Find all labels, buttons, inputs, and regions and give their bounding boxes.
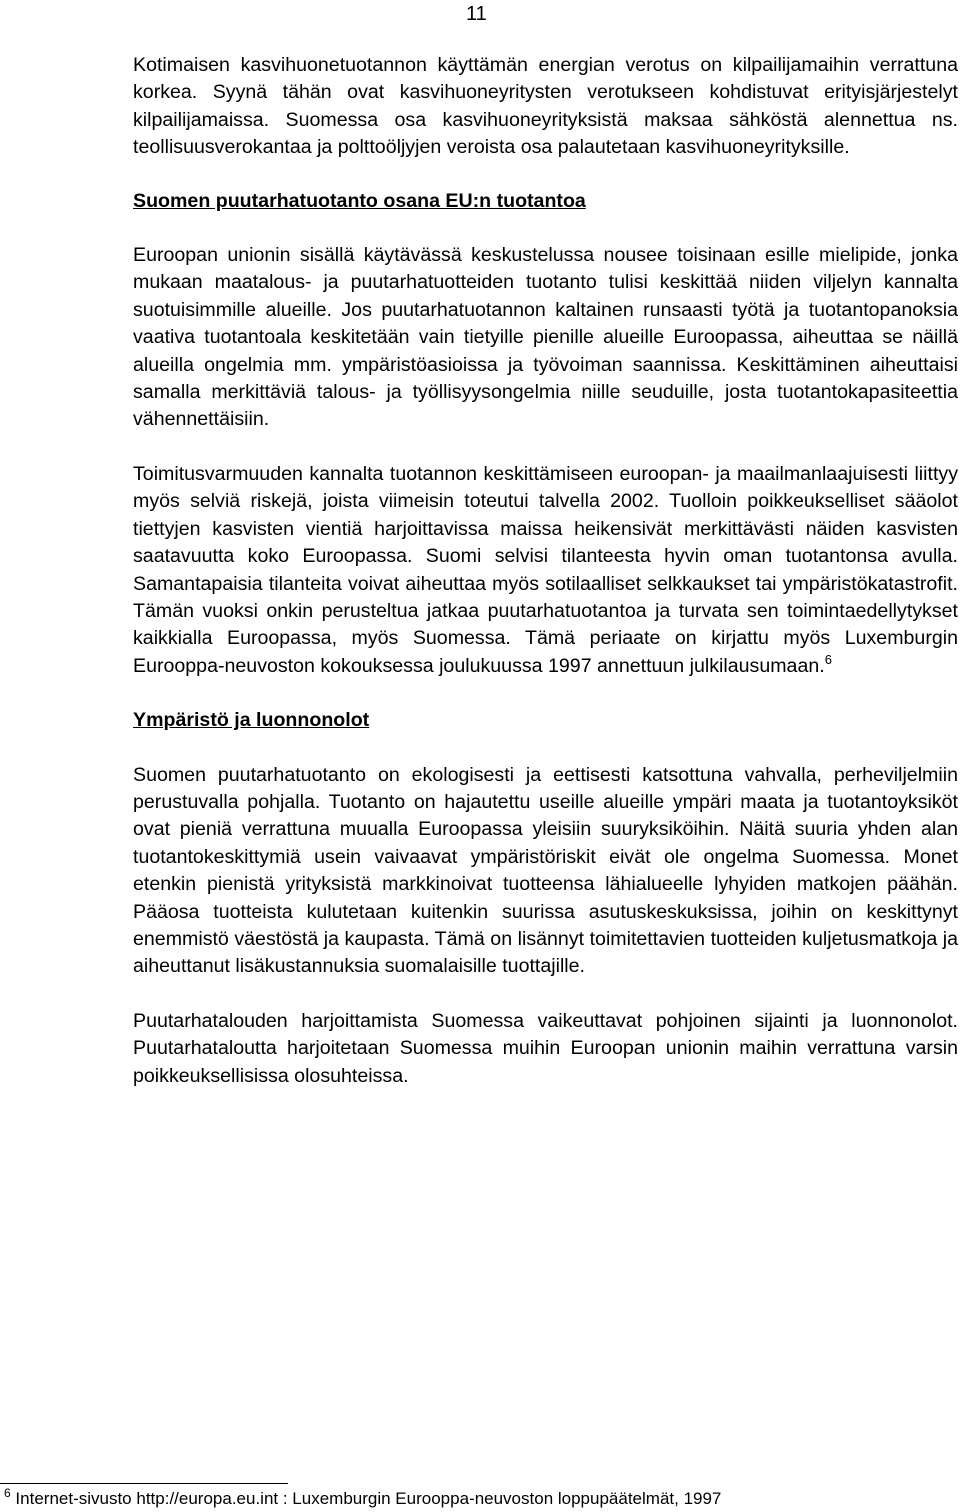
paragraph-euroopan: Euroopan unionin sisällä käytävässä keskustelussa nousee toisinaan esille mielipide, jonka mukaan maatalous- ja puutarhatuotteiden tuotanto tulisi keskittää niiden viljelyn kannalta suotuisimmille alueille. Jos puutarhatuotannon kaltainen runsaasti työtä ja tuotantopanoksia vaativa tuotantoala keskitetään vain tietyille pienille alueille Euroopassa, aiheuttaa se näillä alueilla ongelmia mm. ympäristöasioissa ja työvoiman saannissa. Keskittäminen aiheuttaisi samalla merkittäviä talous- ja työllisyysongelmia niille seuduille, josta tuotantokapasiteettia vähennettäisiin.	[133, 244, 958, 431]
heading-eu-tuotanto: Suomen puutarhatuotanto osana EU:n tuotantoa	[133, 189, 586, 212]
heading-ymparisto: Ympäristö ja luonnonolot	[133, 709, 370, 732]
footnote-number: 6	[4, 1486, 11, 1500]
paragraph-toimitusvarmuus	[133, 461, 958, 680]
document-body	[133, 52, 958, 1090]
footnote-reference[interactable]: 6	[824, 651, 832, 667]
paragraph-toimitusvarmuus-text: Toimitusvarmuuden kannalta tuotannon keskittämiseen euroopan- ja maailmanlaajuisesti liittyy myös selviä riskejä, joista viimeisin toteutui talvella 2002. Tuolloin poikkeukselliset sääolot tiettyjen kasvisten vientiä harjoittavissa maissa heikensivät merkittävästi näiden kasvisten saatavuutta koko Euroopassa. Suomi selvisi tilanteesta hyvin oman tuotantonsa avulla. Samantapaisia tilanteita voivat aiheuttaa myös sotilaalliset selkkaukset tai ympäristökatastrofit. Tämän vuoksi onkin perusteltua jatkaa puutarhatuotantoa ja turvata sen toimintaedellytykset kaikkialla Euroopassa, myös Suomessa. Tämä periaate on kirjattu myös Luxemburgin Eurooppa-neuvoston kokouksessa joulukuussa 1997 annettuun julkilausumaan.	[133, 462, 958, 677]
footnote-text: Internet-sivusto http://europa.eu.int : Luxemburgin Eurooppa-neuvoston loppupäätelmät, 1997	[15, 1489, 722, 1508]
paragraph-ekologisesti: Suomen puutarhatuotanto on ekologisesti ja eettisesti katsottuna vahvalla, perheviljelmiin perustuvalla pohjalla. Tuotanto on hajautettu useille alueille ympäri maata ja tuotantoyksiköt ovat pieniä verrattuna muualla Euroopassa yleisiin suuryksiköihin. Näitä suuria yhden alan tuotantokeskittymiä usein vaivaavat ympäristöriskit eivät ole ongelma Suomessa. Monet etenkin pienistä yrityksistä markkinoivat tuotteensa lähialueelle lyhyiden matkojen päähän. Pääosa tuotteista kulutetaan kuitenkin suurissa asutuskeskuksissa, joihin on keskittynyt enemmistö väestöstä ja kaupasta. Tämä on lisännyt toimitettavien tuotteiden kuljetusmatkoja ja aiheuttanut lisäkustannuksia suomalaisille tuottajille.	[133, 763, 958, 978]
footnote	[4, 1488, 721, 1510]
paragraph-harjoittaminen: Puutarhatalouden harjoittamista Suomessa vaikeuttavat pohjoinen sijainti ja luonnonolot. Puutarhataloutta harjoitetaan Suomessa muihin Euroopan unionin maihin verrattuna varsin poikkeuksellisissa olosuhteissa.	[133, 1009, 958, 1087]
paragraph-kotimainen: Kotimaisen kasvihuonetuotannon käyttämän energian verotus on kilpailijamaihin verrattuna korkea. Syynä tähän ovat kasvihuoneyritysten verotukseen kohdistuvat erityisjärjestelyt kilpailijamaissa. Suomessa osa kasvihuoneyrityksistä maksaa sähköstä alennettua ns. teollisuusverokantaa ja polttoöljyjen veroista osa palautetaan kasvihuoneyrityksille.	[133, 54, 958, 159]
footnote-divider	[0, 1483, 288, 1484]
page-number: 11	[466, 3, 487, 25]
